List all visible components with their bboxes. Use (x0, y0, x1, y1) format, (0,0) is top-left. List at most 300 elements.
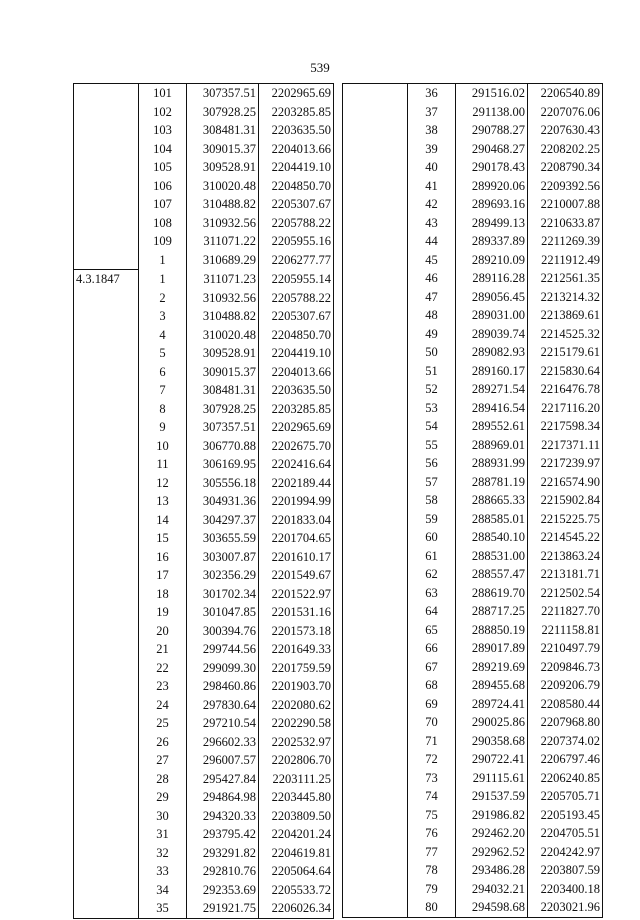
table-row (74, 326, 334, 345)
point-number-cell: 52 (408, 380, 456, 399)
blank-cell (343, 325, 408, 344)
y-coordinate-cell: 2211827.70 (528, 602, 603, 621)
date-cell (74, 158, 139, 177)
x-coordinate-cell: 307357.51 (187, 418, 259, 437)
table-row (343, 177, 603, 196)
blank-cell (343, 510, 408, 529)
point-number-cell: 12 (139, 474, 187, 493)
table-row (343, 824, 603, 843)
y-coordinate-cell: 2208580.44 (528, 695, 603, 714)
x-coordinate-cell: 309528.91 (187, 344, 259, 363)
table-row (74, 232, 334, 251)
date-cell (74, 326, 139, 345)
point-number-cell: 24 (139, 696, 187, 715)
x-coordinate-cell: 301702.34 (187, 585, 259, 604)
y-coordinate-cell: 2204013.66 (259, 140, 334, 159)
blank-cell (343, 639, 408, 658)
x-coordinate-cell: 302356.29 (187, 566, 259, 585)
table-row (74, 381, 334, 400)
point-number-cell: 33 (139, 862, 187, 881)
point-number-cell: 25 (139, 714, 187, 733)
x-coordinate-cell: 310488.82 (187, 307, 259, 326)
table-row (343, 843, 603, 862)
table-row (343, 436, 603, 455)
date-cell (74, 474, 139, 493)
y-coordinate-cell: 2213214.32 (528, 288, 603, 307)
point-number-cell: 62 (408, 565, 456, 584)
y-coordinate-cell: 2209206.79 (528, 676, 603, 695)
table-row (74, 899, 334, 918)
blank-cell (343, 695, 408, 714)
point-number-cell: 55 (408, 436, 456, 455)
y-coordinate-cell: 2206540.89 (528, 84, 603, 103)
x-coordinate-cell: 298460.86 (187, 677, 259, 696)
point-number-cell: 29 (139, 788, 187, 807)
x-coordinate-cell: 301047.85 (187, 603, 259, 622)
y-coordinate-cell: 2204619.81 (259, 844, 334, 863)
y-coordinate-cell: 2205533.72 (259, 881, 334, 900)
point-number-cell: 76 (408, 824, 456, 843)
y-coordinate-cell: 2203635.50 (259, 381, 334, 400)
y-coordinate-cell: 2205705.71 (528, 787, 603, 806)
y-coordinate-cell: 2207968.80 (528, 713, 603, 732)
table-row (74, 84, 334, 103)
blank-cell (343, 121, 408, 140)
date-cell (74, 511, 139, 530)
blank-cell (343, 861, 408, 880)
table-row (343, 602, 603, 621)
table-row (74, 418, 334, 437)
table-row (343, 121, 603, 140)
y-coordinate-cell: 2203809.50 (259, 807, 334, 826)
point-number-cell: 54 (408, 417, 456, 436)
table-row (343, 658, 603, 677)
point-number-cell: 48 (408, 306, 456, 325)
point-number-cell: 77 (408, 843, 456, 862)
table-row (74, 437, 334, 456)
y-coordinate-cell: 2217371.11 (528, 436, 603, 455)
table-row (343, 251, 603, 270)
y-coordinate-cell: 2202189.44 (259, 474, 334, 493)
x-coordinate-cell: 289552.61 (456, 417, 528, 436)
point-number-cell: 11 (139, 455, 187, 474)
y-coordinate-cell: 2206797.46 (528, 750, 603, 769)
x-coordinate-cell: 289271.54 (456, 380, 528, 399)
table-row (343, 454, 603, 473)
y-coordinate-cell: 2210633.87 (528, 214, 603, 233)
x-coordinate-cell: 304931.36 (187, 492, 259, 511)
table-row (343, 769, 603, 788)
table-row (74, 659, 334, 678)
point-number-cell: 109 (139, 232, 187, 251)
y-coordinate-cell: 2204242.97 (528, 843, 603, 862)
blank-cell (343, 769, 408, 788)
x-coordinate-cell: 293486.28 (456, 861, 528, 880)
point-number-cell: 1 (139, 270, 187, 289)
y-coordinate-cell: 2210007.88 (528, 195, 603, 214)
table-row (343, 695, 603, 714)
y-coordinate-cell: 2201531.16 (259, 603, 334, 622)
x-coordinate-cell: 291138.00 (456, 103, 528, 122)
x-coordinate-cell: 292462.20 (456, 824, 528, 843)
point-number-cell: 80 (408, 898, 456, 917)
x-coordinate-cell: 289416.54 (456, 399, 528, 418)
table-row (74, 733, 334, 752)
y-coordinate-cell: 2202965.69 (259, 84, 334, 103)
blank-cell (343, 787, 408, 806)
y-coordinate-cell: 2201610.17 (259, 548, 334, 567)
table-row (74, 177, 334, 196)
date-cell: 4.3.1847 (74, 270, 139, 289)
x-coordinate-cell: 299099.30 (187, 659, 259, 678)
y-coordinate-cell: 2202965.69 (259, 418, 334, 437)
y-coordinate-cell: 2213181.71 (528, 565, 603, 584)
x-coordinate-cell: 289499.13 (456, 214, 528, 233)
table-row (74, 511, 334, 530)
date-cell (74, 825, 139, 844)
table-row (343, 399, 603, 418)
table-row (74, 103, 334, 122)
point-number-cell: 7 (139, 381, 187, 400)
table-row (74, 622, 334, 641)
x-coordinate-cell: 288585.01 (456, 510, 528, 529)
y-coordinate-cell: 2207630.43 (528, 121, 603, 140)
y-coordinate-cell: 2203021.96 (528, 898, 603, 917)
y-coordinate-cell: 2206240.85 (528, 769, 603, 788)
blank-cell (343, 732, 408, 751)
table-row (343, 547, 603, 566)
blank-cell (343, 380, 408, 399)
point-number-cell: 8 (139, 400, 187, 419)
y-coordinate-cell: 2202806.70 (259, 751, 334, 770)
x-coordinate-cell: 288619.70 (456, 584, 528, 603)
table-row (74, 566, 334, 585)
point-number-cell: 2 (139, 289, 187, 308)
x-coordinate-cell: 304297.37 (187, 511, 259, 530)
table-row (343, 269, 603, 288)
y-coordinate-cell: 2204419.10 (259, 158, 334, 177)
x-coordinate-cell: 289210.09 (456, 251, 528, 270)
date-cell (74, 529, 139, 548)
y-coordinate-cell: 2210497.79 (528, 639, 603, 658)
point-number-cell: 79 (408, 880, 456, 899)
date-cell (74, 714, 139, 733)
y-coordinate-cell: 2217116.20 (528, 399, 603, 418)
date-cell (74, 696, 139, 715)
point-number-cell: 43 (408, 214, 456, 233)
y-coordinate-cell: 2207076.06 (528, 103, 603, 122)
y-coordinate-cell: 2217598.34 (528, 417, 603, 436)
point-number-cell: 17 (139, 566, 187, 585)
x-coordinate-cell: 293291.82 (187, 844, 259, 863)
x-coordinate-cell: 290468.27 (456, 140, 528, 159)
blank-cell (343, 306, 408, 325)
point-number-cell: 28 (139, 770, 187, 789)
date-cell (74, 640, 139, 659)
point-number-cell: 3 (139, 307, 187, 326)
table-row (343, 380, 603, 399)
point-number-cell: 49 (408, 325, 456, 344)
point-number-cell: 6 (139, 363, 187, 382)
x-coordinate-cell: 290025.86 (456, 713, 528, 732)
point-number-cell: 32 (139, 844, 187, 863)
x-coordinate-cell: 296602.33 (187, 733, 259, 752)
table-row (343, 713, 603, 732)
x-coordinate-cell: 289455.68 (456, 676, 528, 695)
table-row (74, 714, 334, 733)
y-coordinate-cell: 2215225.75 (528, 510, 603, 529)
point-number-cell: 30 (139, 807, 187, 826)
y-coordinate-cell: 2211158.81 (528, 621, 603, 640)
right-coordinate-table (342, 83, 603, 918)
y-coordinate-cell: 2206026.34 (259, 899, 334, 918)
x-coordinate-cell: 297210.54 (187, 714, 259, 733)
x-coordinate-cell: 289116.28 (456, 269, 528, 288)
table-row (74, 251, 334, 270)
date-cell (74, 251, 139, 270)
table-row (343, 158, 603, 177)
y-coordinate-cell: 2205193.45 (528, 806, 603, 825)
table-row (343, 510, 603, 529)
point-number-cell: 71 (408, 732, 456, 751)
point-number-cell: 70 (408, 713, 456, 732)
point-number-cell: 19 (139, 603, 187, 622)
y-coordinate-cell: 2201549.67 (259, 566, 334, 585)
y-coordinate-cell: 2214525.32 (528, 325, 603, 344)
blank-cell (343, 528, 408, 547)
x-coordinate-cell: 309015.37 (187, 363, 259, 382)
point-number-cell: 67 (408, 658, 456, 677)
left-coordinate-table (73, 83, 334, 919)
point-number-cell: 15 (139, 529, 187, 548)
table-row (74, 344, 334, 363)
table-row (74, 307, 334, 326)
date-cell (74, 307, 139, 326)
point-number-cell: 23 (139, 677, 187, 696)
x-coordinate-cell: 292962.52 (456, 843, 528, 862)
y-coordinate-cell: 2213863.24 (528, 547, 603, 566)
point-number-cell: 42 (408, 195, 456, 214)
date-cell (74, 103, 139, 122)
y-coordinate-cell: 2205307.67 (259, 307, 334, 326)
blank-cell (343, 898, 408, 917)
blank-cell (343, 399, 408, 418)
y-coordinate-cell: 2209846.73 (528, 658, 603, 677)
right-table-body (343, 84, 603, 918)
x-coordinate-cell: 310020.48 (187, 177, 259, 196)
y-coordinate-cell: 2213869.61 (528, 306, 603, 325)
x-coordinate-cell: 289017.89 (456, 639, 528, 658)
point-number-cell: 53 (408, 399, 456, 418)
point-number-cell: 51 (408, 362, 456, 381)
point-number-cell: 16 (139, 548, 187, 567)
table-row (343, 639, 603, 658)
x-coordinate-cell: 294864.98 (187, 788, 259, 807)
table-row (74, 640, 334, 659)
table-row (74, 121, 334, 140)
blank-cell (343, 436, 408, 455)
point-number-cell: 40 (408, 158, 456, 177)
date-cell (74, 121, 139, 140)
point-number-cell: 5 (139, 344, 187, 363)
y-coordinate-cell: 2205064.64 (259, 862, 334, 881)
point-number-cell: 56 (408, 454, 456, 473)
y-coordinate-cell: 2215902.84 (528, 491, 603, 510)
table-row (74, 677, 334, 696)
table-row (343, 861, 603, 880)
point-number-cell: 101 (139, 84, 187, 103)
date-cell (74, 603, 139, 622)
page-number: 539 (310, 60, 330, 75)
x-coordinate-cell: 311071.23 (187, 270, 259, 289)
left-table-body (74, 84, 334, 919)
x-coordinate-cell: 306169.95 (187, 455, 259, 474)
point-number-cell: 31 (139, 825, 187, 844)
x-coordinate-cell: 305556.18 (187, 474, 259, 493)
date-cell (74, 232, 139, 251)
x-coordinate-cell: 310932.56 (187, 289, 259, 308)
y-coordinate-cell: 2204419.10 (259, 344, 334, 363)
point-number-cell: 13 (139, 492, 187, 511)
x-coordinate-cell: 309015.37 (187, 140, 259, 159)
table-row (343, 898, 603, 917)
blank-cell (343, 103, 408, 122)
table-row (74, 770, 334, 789)
y-coordinate-cell: 2207374.02 (528, 732, 603, 751)
point-number-cell: 26 (139, 733, 187, 752)
point-number-cell: 41 (408, 177, 456, 196)
y-coordinate-cell: 2206277.77 (259, 251, 334, 270)
point-number-cell: 20 (139, 622, 187, 641)
y-coordinate-cell: 2216574.90 (528, 473, 603, 492)
point-number-cell: 38 (408, 121, 456, 140)
blank-cell (343, 269, 408, 288)
point-number-cell: 59 (408, 510, 456, 529)
blank-cell (343, 491, 408, 510)
table-row (343, 491, 603, 510)
y-coordinate-cell: 2202080.62 (259, 696, 334, 715)
y-coordinate-cell: 2203635.50 (259, 121, 334, 140)
point-number-cell: 1 (139, 251, 187, 270)
x-coordinate-cell: 310689.29 (187, 251, 259, 270)
x-coordinate-cell: 288557.47 (456, 565, 528, 584)
y-coordinate-cell: 2205955.14 (259, 270, 334, 289)
blank-cell (343, 806, 408, 825)
point-number-cell: 68 (408, 676, 456, 695)
table-row (74, 825, 334, 844)
table-row (74, 474, 334, 493)
table-row (343, 750, 603, 769)
point-number-cell: 45 (408, 251, 456, 270)
table-row (74, 455, 334, 474)
blank-cell (343, 288, 408, 307)
blank-cell (343, 713, 408, 732)
x-coordinate-cell: 289724.41 (456, 695, 528, 714)
y-coordinate-cell: 2203400.18 (528, 880, 603, 899)
x-coordinate-cell: 289031.00 (456, 306, 528, 325)
x-coordinate-cell: 307357.51 (187, 84, 259, 103)
date-cell (74, 585, 139, 604)
point-number-cell: 75 (408, 806, 456, 825)
blank-cell (343, 584, 408, 603)
x-coordinate-cell: 295427.84 (187, 770, 259, 789)
y-coordinate-cell: 2215179.61 (528, 343, 603, 362)
point-number-cell: 47 (408, 288, 456, 307)
date-cell (74, 622, 139, 641)
table-row (74, 862, 334, 881)
point-number-cell: 104 (139, 140, 187, 159)
date-cell (74, 195, 139, 214)
y-coordinate-cell: 2201704.65 (259, 529, 334, 548)
x-coordinate-cell: 289337.89 (456, 232, 528, 251)
table-row (343, 732, 603, 751)
x-coordinate-cell: 288781.19 (456, 473, 528, 492)
table-row (74, 603, 334, 622)
date-cell (74, 788, 139, 807)
x-coordinate-cell: 290722.41 (456, 750, 528, 769)
point-number-cell: 108 (139, 214, 187, 233)
x-coordinate-cell: 291986.82 (456, 806, 528, 825)
x-coordinate-cell: 303655.59 (187, 529, 259, 548)
x-coordinate-cell: 288969.01 (456, 436, 528, 455)
table-row (343, 306, 603, 325)
point-number-cell: 9 (139, 418, 187, 437)
x-coordinate-cell: 288540.10 (456, 528, 528, 547)
x-coordinate-cell: 307928.25 (187, 103, 259, 122)
table-row (74, 400, 334, 419)
table-row (343, 528, 603, 547)
date-cell (74, 400, 139, 419)
point-number-cell: 18 (139, 585, 187, 604)
x-coordinate-cell: 300394.76 (187, 622, 259, 641)
table-row (74, 158, 334, 177)
y-coordinate-cell: 2202532.97 (259, 733, 334, 752)
table-row (74, 788, 334, 807)
point-number-cell: 103 (139, 121, 187, 140)
date-cell (74, 548, 139, 567)
table-row (74, 214, 334, 233)
y-coordinate-cell: 2205788.22 (259, 289, 334, 308)
blank-cell (343, 362, 408, 381)
point-number-cell: 57 (408, 473, 456, 492)
y-coordinate-cell: 2208790.34 (528, 158, 603, 177)
point-number-cell: 105 (139, 158, 187, 177)
blank-cell (343, 658, 408, 677)
y-coordinate-cell: 2204850.70 (259, 177, 334, 196)
x-coordinate-cell: 310932.56 (187, 214, 259, 233)
table-row (343, 288, 603, 307)
y-coordinate-cell: 2202675.70 (259, 437, 334, 456)
y-coordinate-cell: 2203807.59 (528, 861, 603, 880)
date-cell (74, 437, 139, 456)
point-number-cell: 34 (139, 881, 187, 900)
table-row (343, 676, 603, 695)
y-coordinate-cell: 2204705.51 (528, 824, 603, 843)
table-row (74, 529, 334, 548)
table-row (74, 751, 334, 770)
point-number-cell: 63 (408, 584, 456, 603)
blank-cell (343, 824, 408, 843)
blank-cell (343, 343, 408, 362)
x-coordinate-cell: 294320.33 (187, 807, 259, 826)
x-coordinate-cell: 294598.68 (456, 898, 528, 917)
y-coordinate-cell: 2216476.78 (528, 380, 603, 399)
table-row (343, 806, 603, 825)
x-coordinate-cell: 289920.06 (456, 177, 528, 196)
blank-cell (343, 140, 408, 159)
y-coordinate-cell: 2201573.18 (259, 622, 334, 641)
y-coordinate-cell: 2201833.04 (259, 511, 334, 530)
